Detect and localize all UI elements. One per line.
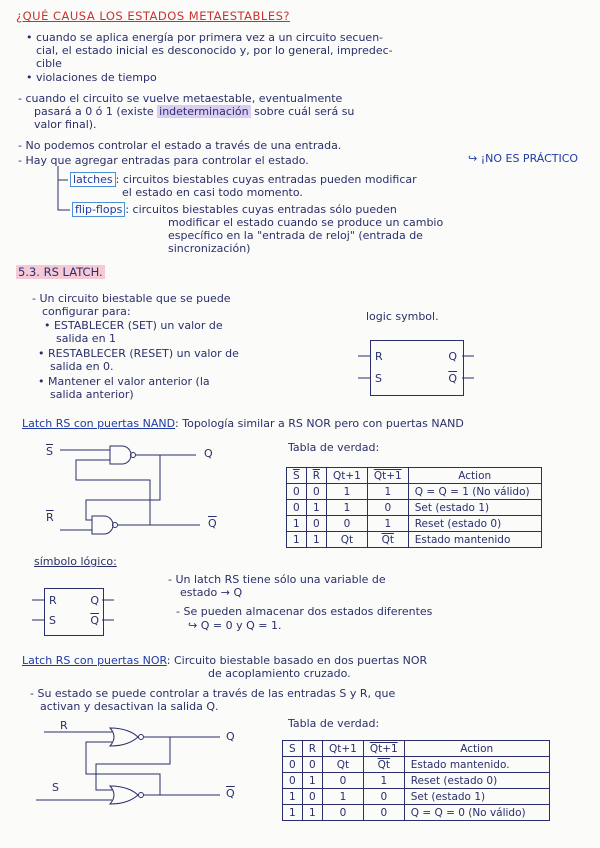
- page-title: ¿QUÉ CAUSA LOS ESTADOS METAESTABLES?: [16, 9, 290, 23]
- cause-1-line-3: cible: [36, 57, 62, 70]
- section-heading-text: 5.3. RS LATCH.: [18, 265, 103, 279]
- table-cell: 0: [306, 516, 326, 532]
- table-cell: 1: [306, 500, 326, 516]
- table-cell: Set (estado 1): [404, 789, 549, 805]
- table-header: $\overline{S}$: [287, 468, 307, 484]
- rs-bullet-2-line-2: salida en 0.: [50, 360, 114, 373]
- table-cell: 1: [326, 484, 367, 500]
- nand-note-2-line-2: ↪ Q = 0 y Q = 1.: [188, 619, 282, 632]
- nor-desc-line-1: - Su estado se puede controlar a través de las entradas S y R, que: [30, 687, 396, 700]
- nand-note-1-line-1: - Un latch RS tiene sólo una variable de: [168, 573, 386, 586]
- nand-input-r-bar: $\overline{R}$: [46, 511, 54, 524]
- flipflops-line-4: sincronización): [168, 242, 251, 255]
- cause-1-line-1: • cuando se aplica energía por primera vez a un circuito secuen-: [26, 31, 384, 44]
- logic-symbol-q: Q: [448, 350, 457, 363]
- table-header: Qt+1: [367, 468, 408, 484]
- flipflops-tag: flip-flops: [72, 202, 125, 217]
- table-cell: 1: [302, 805, 322, 821]
- table-cell: Q = Q = 0 (No válido): [404, 805, 549, 821]
- symbol2-r: R: [49, 594, 57, 607]
- latches-desc-1: : circuitos biestables cuyas entradas pueden modificar: [115, 173, 417, 186]
- table-cell: 0: [363, 789, 404, 805]
- table-row: [283, 789, 550, 805]
- nand-output-q: Q: [204, 447, 213, 460]
- table-row: [283, 805, 550, 821]
- table-row: [283, 757, 550, 773]
- table-cell: 1: [306, 532, 326, 548]
- table-cell: Estado mantenido: [408, 532, 541, 548]
- table-header: Action: [404, 741, 549, 757]
- meta-note-line-2a: pasará a 0 ó 1 (existe: [34, 105, 158, 118]
- table-cell: 0: [287, 484, 307, 500]
- table-cell: 1: [283, 789, 303, 805]
- rs-bullet-1-line-2: salida en 1: [56, 332, 117, 345]
- table-row: [283, 741, 550, 757]
- nor-heading-rest: : Circuito biestable basado en dos puertas NOR: [166, 654, 428, 667]
- nand-note-1-line-2: estado → Q: [180, 586, 243, 599]
- table-cell: Set (estado 1): [408, 500, 541, 516]
- table-header: R: [302, 741, 322, 757]
- symbol2-title: símbolo lógico:: [34, 555, 117, 568]
- table-header: Action: [408, 468, 541, 484]
- table-header: Qt+1: [363, 741, 404, 757]
- indeterminacion-highlight: indeterminación: [159, 105, 249, 118]
- table-cell: 1: [287, 532, 307, 548]
- logic-symbol-r: R: [375, 350, 383, 363]
- table-cell: 0: [306, 484, 326, 500]
- rs-bullet-1-line-1: • ESTABLECER (SET) un valor de: [44, 319, 223, 332]
- table-cell: 1: [367, 484, 408, 500]
- nand-output-q-bar: $\overline{Q}$: [208, 517, 217, 530]
- flipflops-desc-1: : circuitos biestables cuyas entradas sólo pueden: [125, 203, 397, 216]
- table-cell: 0: [283, 773, 303, 789]
- control-note: ↪ ¡NO ES PRÁCTICO: [468, 152, 579, 165]
- table-cell: $\overline{Qt}$: [363, 757, 404, 773]
- nand-note-2-line-1: - Se pueden almacenar dos estados diferentes: [176, 605, 433, 618]
- table-cell: 0: [363, 805, 404, 821]
- rs-bullet-3-line-2: salida anterior): [50, 388, 134, 401]
- table-cell: 1: [363, 773, 404, 789]
- nor-input-r: R: [60, 719, 68, 732]
- table-cell: 0: [326, 516, 367, 532]
- table-cell: 0: [322, 805, 363, 821]
- nor-truth-table: [282, 740, 550, 821]
- table-cell: Q = Q = 1 (No válido): [408, 484, 541, 500]
- rs-bullet-3-line-1: • Mantener el valor anterior (la: [38, 375, 210, 388]
- table-cell: Qt: [322, 757, 363, 773]
- nor-output-q-bar: $\overline{Q}$: [226, 787, 235, 800]
- cause-2: • violaciones de tiempo: [26, 71, 157, 84]
- table-cell: $\overline{Qt}$: [367, 532, 408, 548]
- nand-input-s-bar: $\overline{S}$: [46, 445, 53, 458]
- control-line-2: - Hay que agregar entradas para controlar el estado.: [18, 154, 309, 167]
- control-line-1: - No podemos controlar el estado a través de una entrada.: [18, 139, 342, 152]
- nand-heading-tag: Latch RS con puertas NAND: [22, 417, 176, 430]
- rs-bullet-2-line-1: • RESTABLECER (RESET) un valor de: [38, 347, 239, 360]
- table-cell: 0: [302, 789, 322, 805]
- meta-note-line-3: valor final).: [34, 118, 97, 131]
- table-header: Qt+1: [322, 741, 363, 757]
- meta-note-line-2c: sobre cuál será su: [250, 105, 355, 118]
- table-cell: 1: [326, 500, 367, 516]
- nand-table-title: Tabla de verdad:: [288, 441, 380, 454]
- table-cell: Qt: [326, 532, 367, 548]
- logic-symbol-title: logic symbol.: [366, 310, 439, 323]
- table-header: Qt+1: [326, 468, 367, 484]
- flipflops-line-3: específico en la "entrada de reloj" (entrada de: [168, 229, 423, 242]
- table-cell: 0: [283, 757, 303, 773]
- nor-heading-tag: Latch RS con puertas NOR: [22, 654, 167, 667]
- table-cell: 0: [287, 500, 307, 516]
- table-cell: 0: [367, 500, 408, 516]
- rs-intro-line-1: - Un circuito biestable que se puede: [32, 292, 231, 305]
- symbol2-qbar: $\overline{Q}$: [90, 614, 99, 627]
- table-cell: 1: [367, 516, 408, 532]
- table-cell: 1: [322, 789, 363, 805]
- table-cell: 0: [322, 773, 363, 789]
- table-cell: 1: [287, 516, 307, 532]
- nor-table-title: Tabla de verdad:: [288, 717, 380, 730]
- logic-symbol-s: S: [375, 372, 382, 385]
- nand-heading-rest: : Topología similar a RS NOR pero con puertas NAND: [175, 417, 464, 430]
- latches-line-2: el estado en casi todo momento.: [122, 186, 303, 199]
- nor-heading-line-2: de acoplamiento cruzado.: [208, 667, 351, 680]
- table-cell: Reset (estado 0): [404, 773, 549, 789]
- table-header: S: [283, 741, 303, 757]
- flipflops-line-2: modificar el estado cuando se produce un cambio: [168, 216, 444, 229]
- nor-desc-line-2: activan y desactivan la salida Q.: [40, 700, 219, 713]
- table-cell: 1: [302, 773, 322, 789]
- table-row: [283, 773, 550, 789]
- table-cell: Reset (estado 0): [408, 516, 541, 532]
- symbol2-q: Q: [90, 594, 99, 607]
- logic-symbol-qbar: $\overline{Q}$: [448, 372, 457, 385]
- table-cell: 0: [302, 757, 322, 773]
- cause-1-line-2: cial, el estado inicial es desconocido y, por lo general, impredec-: [36, 44, 393, 57]
- table-cell: 1: [283, 805, 303, 821]
- meta-note-line-1: - cuando el circuito se vuelve metaestable, eventualmente: [18, 92, 343, 105]
- symbol2-s: S: [49, 614, 56, 627]
- latches-tag: latches: [70, 172, 116, 187]
- table-header: $\overline{R}$: [306, 468, 326, 484]
- nor-output-q: Q: [226, 730, 235, 743]
- nor-input-s: S: [52, 781, 59, 794]
- rs-intro-line-2: configurar para:: [42, 305, 131, 318]
- table-cell: Estado mantenido.: [404, 757, 549, 773]
